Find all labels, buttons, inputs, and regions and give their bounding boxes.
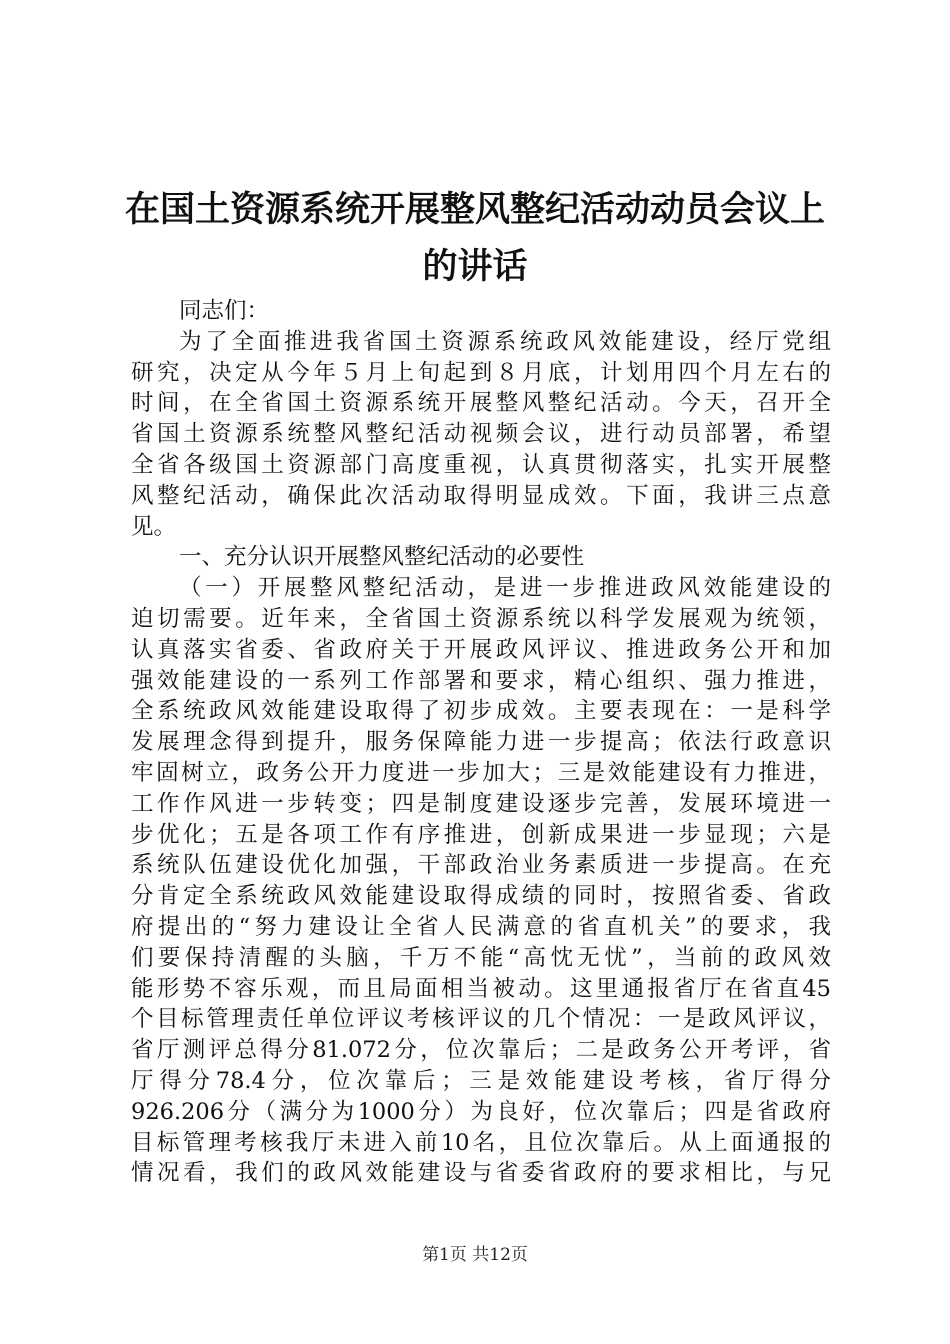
paragraph-2-line: 个目标管理责任单位评议考核评议的几个情况：一是政风评议， [131, 1006, 831, 1033]
paragraph-2-line: 分肯定全系统政风效能建设取得成绩的同时，按照省委、省政 [131, 883, 831, 910]
paragraph-2-line: 厅得分78.4分，位次靠后；三是效能建设考核，省厅得分 [131, 1067, 831, 1094]
paragraph-2-line: 认真落实省委、省政府关于开展政风评议、推进政务公开和加 [131, 636, 831, 663]
paragraph-1-line: 省国土资源系统整风整纪活动视频会议，进行动员部署，希望 [131, 421, 831, 448]
paragraph-2-line: 强效能建设的一系列工作部署和要求，精心组织、强力推进， [131, 667, 831, 694]
document-title-line-1: 在国土资源系统开展整风整纪活动动员会议上 [124, 190, 825, 230]
paragraph-1-line: 风整纪活动，确保此次活动取得明显成效。下面，我讲三点意 [131, 482, 831, 509]
paragraph-1-line: 为了全面推进我省国土资源系统政风效能建设，经厅党组 [179, 328, 831, 355]
paragraph-2-line: 目标管理考核我厅未进入前10名，且位次靠后。从上面通报的 [131, 1129, 831, 1156]
paragraph-2-line: 们要保持清醒的头脑，千万不能“高忱无忧”，当前的政风效 [131, 944, 831, 971]
paragraph-2-line: 省厅测评总得分81.072分，位次靠后；二是政务公开考评，省 [131, 1037, 831, 1064]
document-body [131, 296, 831, 1189]
salutation: 同志们： [179, 298, 270, 324]
paragraph-2-line: 能形势不容乐观，而且局面相当被动。这里通报省厅在省直45 [131, 975, 831, 1002]
paragraph-1-line: 研究，决定从今年５月上旬起到８月底，计划用四个月左右的 [131, 359, 831, 386]
paragraph-1-line: 全省各级国土资源部门高度重视，认真贯彻落实，扎实开展整 [131, 451, 831, 478]
page-number-footer: 第1页 共12页 [422, 1245, 528, 1265]
paragraph-2-line: 情况看，我们的政风效能建设与省委省政府的要求相比，与兄 [131, 1160, 831, 1187]
paragraph-2-line: 发展理念得到提升，服务保障能力进一步提高；依法行政意识 [131, 729, 831, 756]
paragraph-2-line: 府提出的“努力建设让全省人民满意的省直机关”的要求，我 [131, 913, 831, 940]
paragraph-2-line: （一）开展整风整纪活动，是进一步推进政风效能建设的 [179, 575, 831, 602]
paragraph-2-line: 迫切需要。近年来，全省国土资源系统以科学发展观为统领， [131, 605, 831, 632]
paragraph-2-line: 全系统政风效能建设取得了初步成效。主要表现在：一是科学 [131, 698, 831, 725]
paragraph-1-line: 见。 [131, 513, 177, 540]
section-heading-1: 一、充分认识开展整风整纪活动的必要性 [179, 544, 585, 571]
document-title-line-2: 的讲话 [422, 247, 528, 287]
paragraph-2-line: 系统队伍建设优化加强，干部政治业务素质进一步提高。在充 [131, 852, 831, 879]
paragraph-2-line: 步优化；五是各项工作有序推进，创新成果进一步显现；六是 [131, 821, 831, 848]
paragraph-2-line: 工作作风进一步转变；四是制度建设逐步完善，发展环境进一 [131, 790, 831, 817]
paragraph-2-line: 牢固树立，政务公开力度进一步加大；三是效能建设有力推进， [131, 759, 831, 786]
paragraph-1-line: 时间，在全省国土资源系统开展整风整纪活动。今天，召开全 [131, 390, 831, 417]
paragraph-2-line: 926.206分（满分为1000分）为良好，位次靠后；四是省政府 [131, 1098, 831, 1125]
